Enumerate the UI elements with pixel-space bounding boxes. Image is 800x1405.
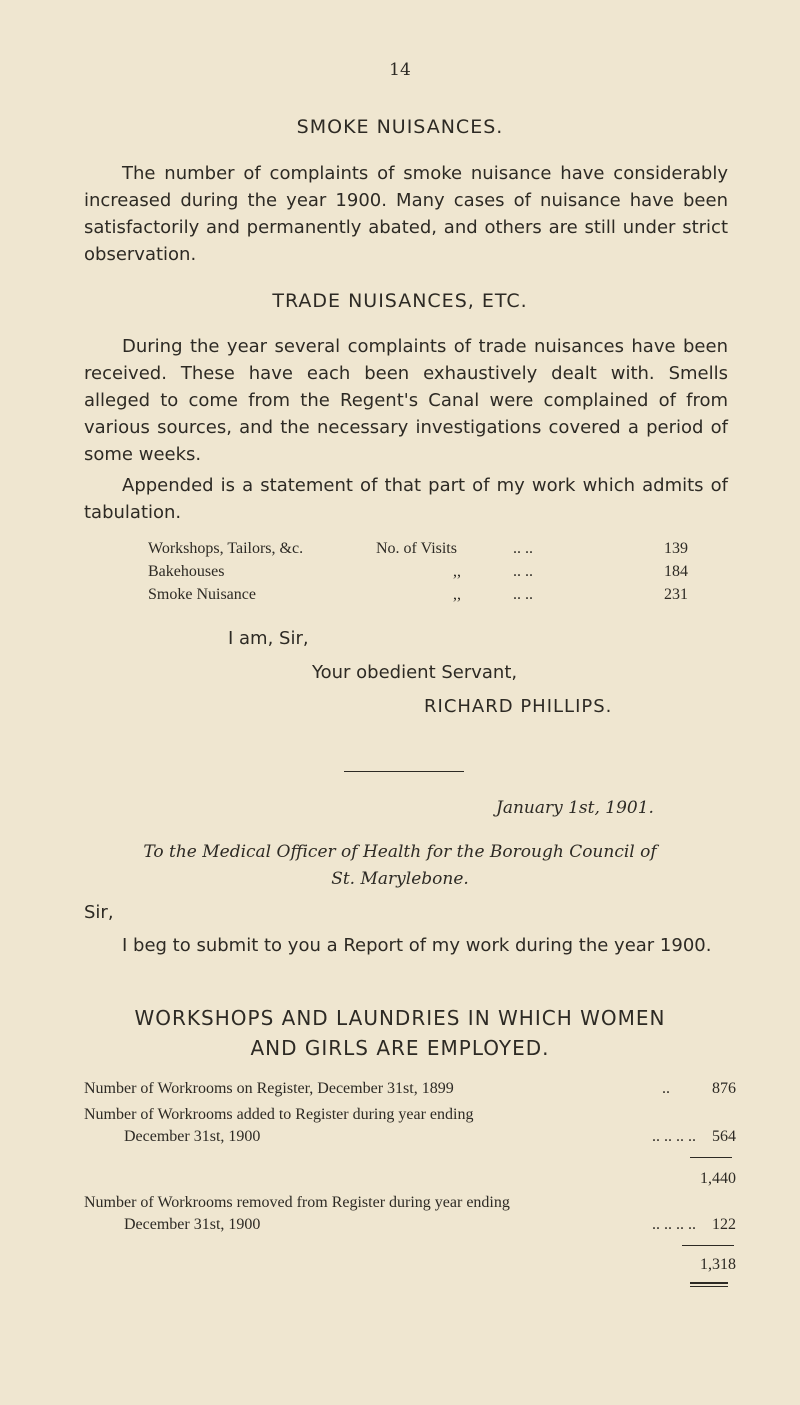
smoke-nuisances-heading: SMOKE NUISANCES. [296,116,504,138]
letter-body: I beg to submit to you a Report of my work during the year 1900. [122,935,712,956]
row-value: 139 [664,540,688,557]
row-label: Number of Workrooms on Register, December 31st, 1899 [84,1080,454,1097]
closing: Your obedient Servant, [312,662,518,683]
table-row [84,1216,736,1238]
signature-name: RICHARD PHILLIPS. [424,696,613,717]
total-row [84,1256,736,1278]
row-value: 876 [712,1080,736,1097]
salutation: I am, Sir, [228,628,309,649]
section-divider [344,771,464,772]
subtotal-value: 1,440 [700,1170,736,1187]
workshops-heading-line-1: WORKSHOPS AND LAUNDRIES IN WHICH WOMEN [134,1006,666,1030]
double-rule-bottom [690,1286,728,1287]
row-value: 564 [712,1128,736,1145]
row-label: Number of Workrooms added to Register during year ending [84,1106,474,1123]
table-row [84,1106,736,1128]
leader-dots: .. .. [513,540,533,557]
row-unit: ,, [453,586,461,603]
sum-rule [690,1157,732,1158]
row-value: 231 [664,586,688,603]
row-label-continued: December 31st, 1900 [124,1128,261,1145]
subtotal-row [84,1170,736,1192]
removed-table [84,1194,736,1238]
leader-dots: .. .. [513,586,533,603]
double-rule-top [690,1282,728,1284]
row-label: Bakehouses [148,563,225,580]
row-label-continued: December 31st, 1900 [124,1216,261,1233]
table-row [84,1128,736,1150]
visits-table [148,540,688,609]
total-rule [682,1245,734,1246]
table-row [148,563,688,586]
total-value: 1,318 [700,1256,736,1273]
table-row [84,1170,736,1192]
addressee-line-2: St. Marylebone. [331,869,469,889]
row-label: Workshops, Tailors, &c. [148,540,304,557]
leader-dots: .. .. .. .. [652,1216,696,1233]
row-unit: No. of Visits [376,540,457,557]
row-label: Smoke Nuisance [148,586,256,603]
trade-nuisances-paragraph: During the year several complaints of trade nuisances have been received. These have each been exhaustively dealt with. Smells alleged to come from the Regent's Canal were complained of from various sources, and the necessary investigations covered a period of some weeks. [84,336,728,465]
row-unit: ,, [453,563,461,580]
smoke-nuisances-paragraph: The number of complaints of smoke nuisance have considerably increased during the year 1900. Many cases of nuisance have been satisfactorily and permanently abated, and others are still under strict observation. [84,163,728,265]
leader-dots: .. .. [513,563,533,580]
workshops-heading-line-2: AND GIRLS ARE EMPLOYED. [250,1036,550,1060]
addressee-line-1: To the Medical Officer of Health for the Borough Council of [143,842,657,862]
leader-dots: .. .. .. .. [652,1128,696,1145]
row-value: 184 [664,563,688,580]
table-row [148,540,688,563]
table-row [84,1080,736,1102]
row-value: 122 [712,1216,736,1233]
leader-dots: .. [662,1080,670,1097]
letter-date: January 1st, 1901. [496,798,654,818]
letter-greeting: Sir, [84,902,114,923]
table-row [84,1256,736,1278]
trade-nuisances-heading: TRADE NUISANCES, ETC. [272,290,528,312]
workrooms-table [84,1080,736,1150]
page-number: 14 [389,60,411,80]
table-row [84,1194,736,1216]
table-row [148,586,688,609]
tabulation-intro-paragraph: Appended is a statement of that part of my work which admits of tabulation. [84,475,728,523]
row-label: Number of Workrooms removed from Register during year ending [84,1194,510,1211]
